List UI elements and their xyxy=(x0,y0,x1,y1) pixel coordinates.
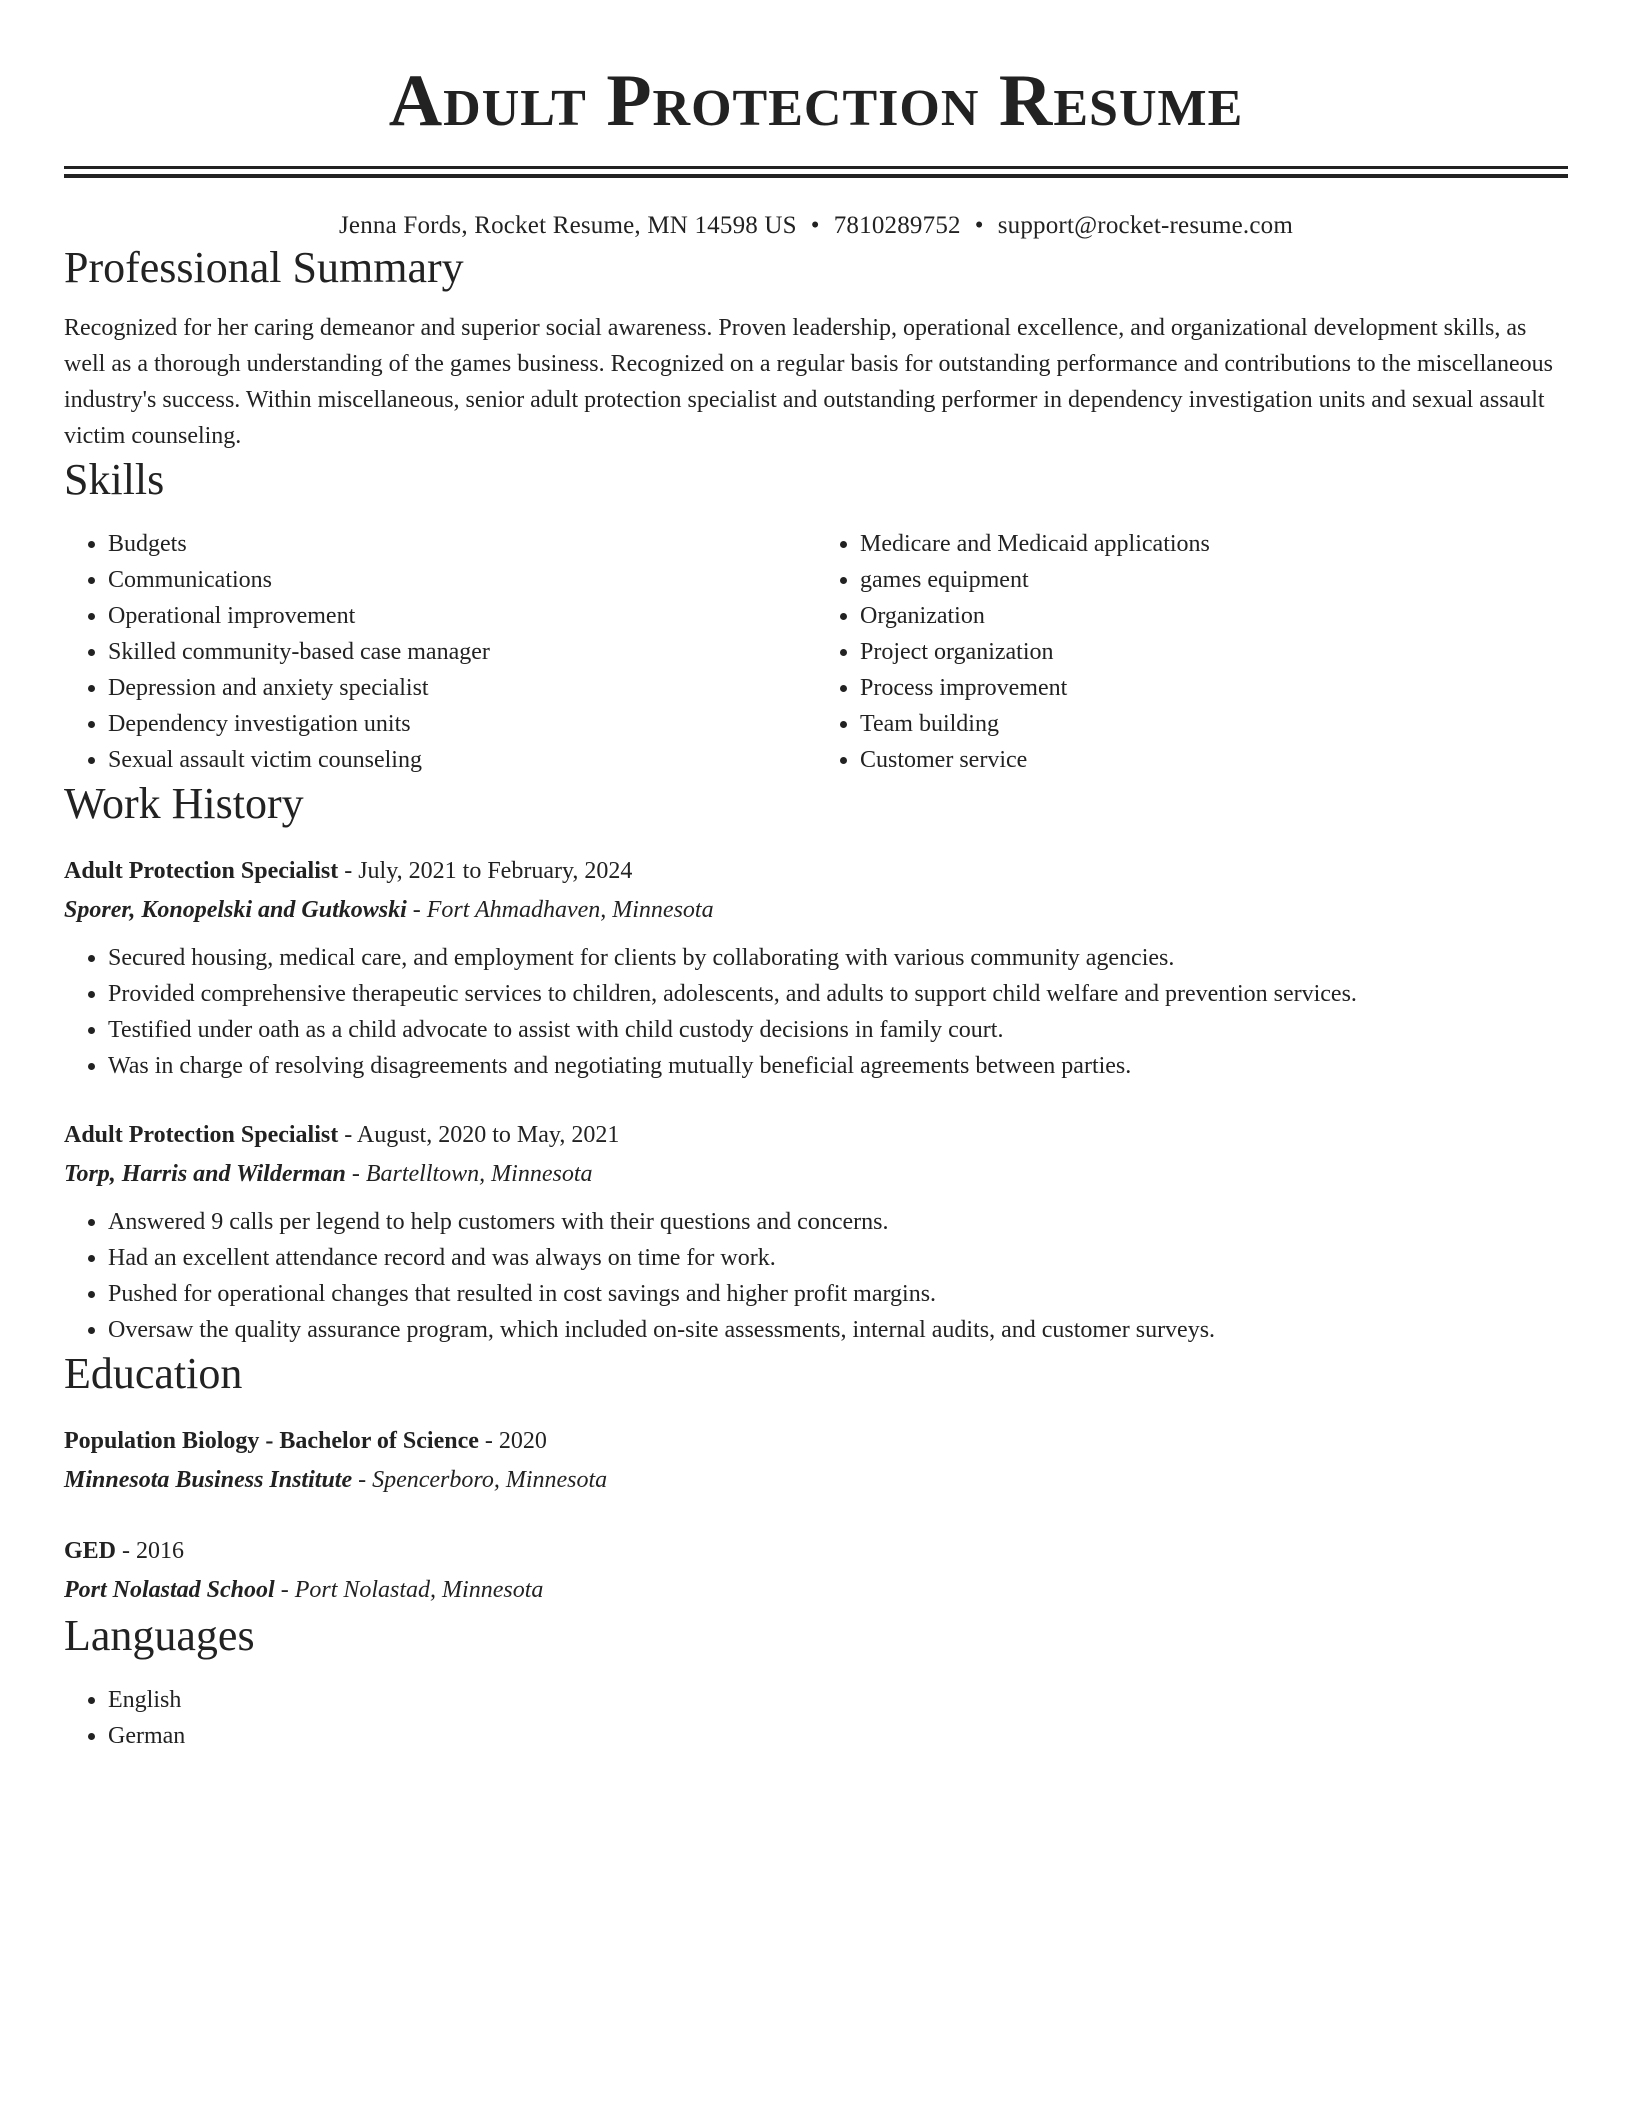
skill-item: • Project organization xyxy=(860,634,1568,670)
skill-item: • Team building xyxy=(860,706,1568,742)
job-company: Sporer, Konopelski and Gutkowski xyxy=(64,897,407,923)
contact-line xyxy=(64,210,1568,242)
education-institution xyxy=(64,1570,1568,1610)
education-location: - Port Nolastad, Minnesota xyxy=(274,1577,544,1603)
skill-item: • Dependency investigation units xyxy=(108,706,816,742)
education-year: - 2020 xyxy=(478,1428,547,1454)
education-entry xyxy=(64,1422,1568,1500)
job-duty: • Provided comprehensive therapeutic services to children, adolescents, and adults to support child welfare and prevention services. xyxy=(108,976,1568,1012)
job-duty: • Oversaw the quality assurance program, which included on-site assessments, internal audits, and customer surveys. xyxy=(108,1312,1568,1348)
language-item: • German xyxy=(108,1718,1568,1754)
education-school: Port Nolastad School xyxy=(64,1577,275,1603)
section-title-summary: Professional Summary xyxy=(64,243,464,292)
education-year: - 2016 xyxy=(116,1538,185,1564)
education-entry xyxy=(64,1532,1568,1610)
education-institution xyxy=(64,1460,1568,1500)
skill-item: • Organization xyxy=(860,598,1568,634)
job-duty: • Answered 9 calls per legend to help customers with their questions and concerns. xyxy=(108,1204,1568,1240)
job-title: Adult Protection Specialist xyxy=(64,858,339,884)
job-employer xyxy=(64,890,1568,930)
job-duty: • Pushed for operational changes that resulted in cost savings and higher profit margins. xyxy=(108,1276,1568,1312)
language-item: • English xyxy=(108,1682,1568,1718)
skill-item: • Customer service xyxy=(860,742,1568,778)
education-degree: GED xyxy=(64,1538,117,1564)
job-dates: - August, 2020 to May, 2021 xyxy=(338,1122,620,1148)
job-header xyxy=(64,1116,1568,1154)
job-header xyxy=(64,852,1568,890)
job-company: Torp, Harris and Wilderman xyxy=(64,1161,346,1187)
skill-item: • Sexual assault victim counseling xyxy=(108,742,816,778)
job-location: - Fort Ahmadhaven, Minnesota xyxy=(406,897,714,923)
job-duties xyxy=(64,1204,1568,1348)
job-duty: • Had an excellent attendance record and was always on time for work. xyxy=(108,1240,1568,1276)
job-employer xyxy=(64,1154,1568,1194)
skill-item: • games equipment xyxy=(860,562,1568,598)
skill-item: • Communications xyxy=(108,562,816,598)
contact-phone: 7810289752 xyxy=(833,212,961,239)
summary-text: Recognized for her caring demeanor and superior social awareness. Proven leadership, operational excellence, and organizational development skills, as well as a thorough understanding of the games business. Recognized on a regular basis for outstanding performance and contributions to the miscellaneous industry's success. Within miscellaneous, senior adult protection specialist and outstanding performer in dependency investigation units and sexual assault victim counseling. xyxy=(64,315,1553,449)
education-location: - Spencerboro, Minnesota xyxy=(352,1467,608,1493)
skill-item: • Skilled community-based case manager xyxy=(108,634,816,670)
contact-separator: • xyxy=(810,212,820,239)
section-title-skills: Skills xyxy=(64,455,165,504)
job-duty: • Testified under oath as a child advocate to assist with child custody decisions in family court. xyxy=(108,1012,1568,1048)
contact-address: Jenna Fords, Rocket Resume, MN 14598 US xyxy=(339,212,797,239)
education-header xyxy=(64,1532,1568,1570)
job-duties xyxy=(64,940,1568,1084)
skill-item: • Operational improvement xyxy=(108,598,816,634)
job-location: - Bartelltown, Minnesota xyxy=(345,1161,593,1187)
education-school: Minnesota Business Institute xyxy=(64,1467,353,1493)
document-title: Adult Protection Resume xyxy=(388,60,1244,142)
skills-list-right xyxy=(816,526,1568,778)
skill-item: • Budgets xyxy=(108,526,816,562)
job-duty: • Was in charge of resolving disagreements and negotiating mutually beneficial agreements between parties. xyxy=(108,1048,1568,1084)
skills-columns xyxy=(64,526,1568,778)
contact-email: support@rocket-resume.com xyxy=(997,212,1293,239)
job-entry xyxy=(64,852,1568,1084)
job-duty: • Secured housing, medical care, and employment for clients by collaborating with various community agencies. xyxy=(108,940,1568,976)
job-title: Adult Protection Specialist xyxy=(64,1122,339,1148)
skills-list-left xyxy=(64,526,816,778)
section-title-languages: Languages xyxy=(64,1611,255,1660)
languages-list xyxy=(64,1682,1568,1754)
education-degree: Population Biology - Bachelor of Science xyxy=(64,1428,479,1454)
section-title-education: Education xyxy=(64,1349,243,1398)
skill-item: • Medicare and Medicaid applications xyxy=(860,526,1568,562)
job-entry xyxy=(64,1116,1568,1348)
title-divider xyxy=(64,166,1568,178)
contact-separator: • xyxy=(974,212,984,239)
section-title-work-history: Work History xyxy=(64,779,304,828)
job-dates: - July, 2021 to February, 2024 xyxy=(338,858,633,884)
education-header xyxy=(64,1422,1568,1460)
skill-item: • Process improvement xyxy=(860,670,1568,706)
skill-item: • Depression and anxiety specialist xyxy=(108,670,816,706)
